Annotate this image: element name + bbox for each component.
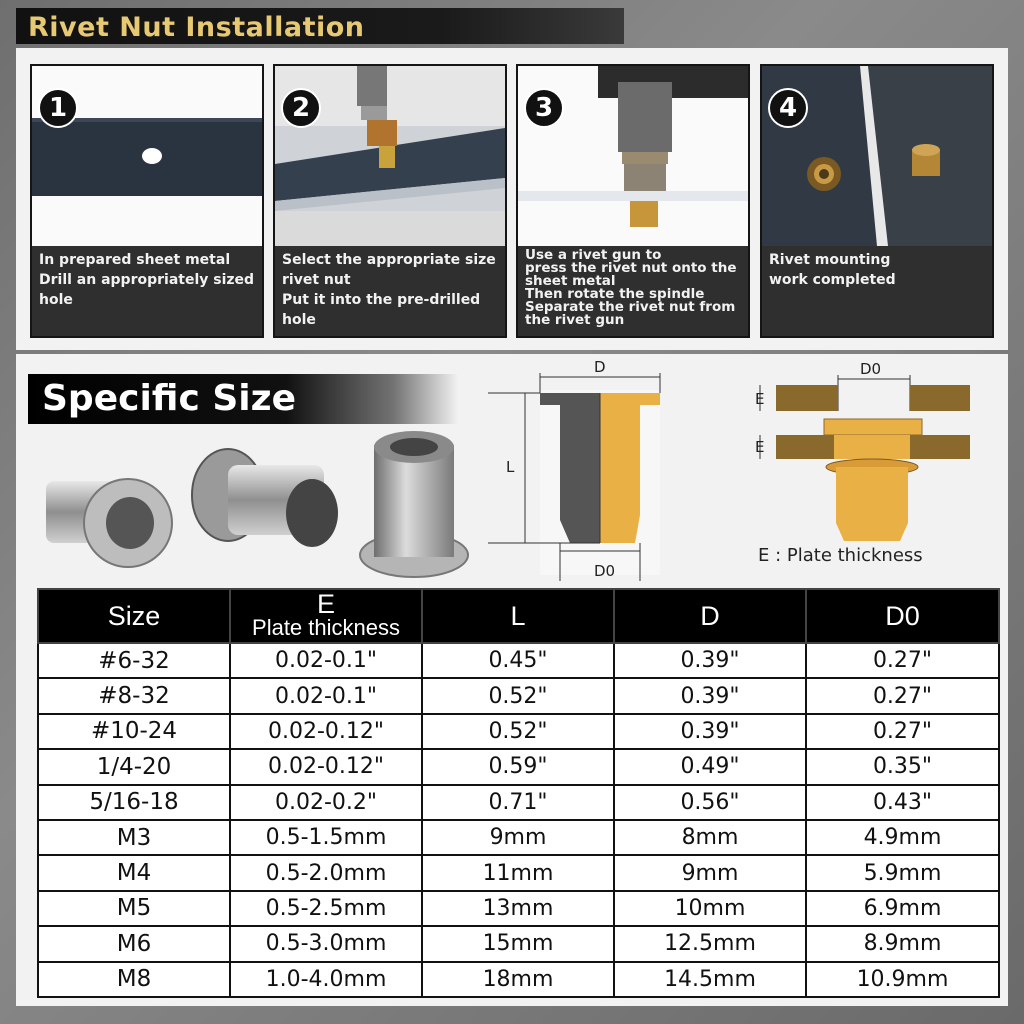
cell-plate-thickness: 0.02-0.12" [230,714,422,749]
step-1-line: Drill an appropriately sized [39,272,255,288]
cell-size: M8 [38,962,230,997]
cell-l: 0.45" [422,643,614,678]
cell-d0: 6.9mm [806,891,999,926]
step-card-4 [760,64,994,338]
cell-d0: 0.27" [806,714,999,749]
cell-d0: 0.43" [806,785,999,820]
header-l: L [422,589,614,643]
table-body [38,643,999,997]
cell-l: 18mm [422,962,614,997]
rivet-nut-product-photos [40,425,470,585]
cell-d: 0.49" [614,749,806,784]
cell-size: 1/4-20 [38,749,230,784]
step-number-3: 3 [524,88,564,128]
header-e-sub: Plate thickness [252,615,400,640]
cell-plate-thickness: 0.02-0.12" [230,749,422,784]
header-size: Size [38,589,230,643]
label-d0-top: D0 [860,360,882,378]
label-e-upper: E [755,390,765,408]
cell-size: M3 [38,820,230,855]
label-e-lower: E [755,438,765,456]
cell-size: M6 [38,926,230,961]
cell-l: 15mm [422,926,614,961]
step-2-line: Select the appropriate size [282,252,496,268]
cell-d: 8mm [614,820,806,855]
cell-d0: 5.9mm [806,855,999,890]
cell-l: 11mm [422,855,614,890]
header-d: D [614,589,806,643]
cell-plate-thickness: 1.0-4.0mm [230,962,422,997]
table-row [38,820,999,855]
step-4-line: Rivet mounting [769,252,891,268]
step-3-line: Use a rivet gun to [525,247,662,263]
label-d: D [594,358,606,376]
step-card-3 [516,64,750,338]
dimension-diagram-installed [740,355,980,545]
cell-d0: 0.27" [806,678,999,713]
table-row [38,962,999,997]
table-row [38,926,999,961]
cell-d: 0.56" [614,785,806,820]
header-banner [16,8,624,44]
step-4-description [769,250,988,290]
cell-l: 9mm [422,820,614,855]
label-l: L [506,458,515,476]
cell-d0: 4.9mm [806,820,999,855]
cell-plate-thickness: 0.02-0.1" [230,678,422,713]
step-2-description [282,250,501,330]
header-e-main: E [316,589,335,619]
cell-l: 13mm [422,891,614,926]
step-1-line: In prepared sheet metal [39,252,231,268]
cell-size: #10-24 [38,714,230,749]
label-d0-bottom: D0 [594,562,616,580]
table-row [38,785,999,820]
cell-l: 0.52" [422,678,614,713]
cell-d: 9mm [614,855,806,890]
cell-plate-thickness: 0.5-1.5mm [230,820,422,855]
cell-d: 0.39" [614,678,806,713]
cell-l: 0.52" [422,714,614,749]
step-number-1: 1 [38,88,78,128]
cell-d: 0.39" [614,643,806,678]
step-4-line: work completed [769,272,896,288]
section-heading [28,374,458,424]
cell-plate-thickness: 0.02-0.1" [230,643,422,678]
section-title: Specific Size [42,378,296,419]
step-2-line: Put it into the pre-drilled hole [282,292,481,328]
step-card-2 [273,64,507,338]
cell-l: 0.59" [422,749,614,784]
cell-d: 12.5mm [614,926,806,961]
step-3-line: Then rotate the spindle [525,286,705,302]
step-number-2: 2 [281,88,321,128]
cell-size: M5 [38,891,230,926]
cell-d: 0.39" [614,714,806,749]
step-3-line: press the rivet nut onto the [525,260,737,276]
table-row [38,749,999,784]
step-3-line: Separate the rivet nut from [525,299,736,315]
cell-size: M4 [38,855,230,890]
header-d0: D0 [806,589,999,643]
cell-d0: 8.9mm [806,926,999,961]
step-1-description [39,250,258,310]
step-3-line: sheet metal [525,273,616,289]
cell-d0: 10.9mm [806,962,999,997]
cell-plate-thickness: 0.02-0.2" [230,785,422,820]
table-row [38,855,999,890]
table-row [38,891,999,926]
step-2-line: rivet nut [282,272,351,288]
plate-thickness-caption: E : Plate thickness [758,545,923,566]
cell-size: #6-32 [38,643,230,678]
header-e [230,589,422,643]
cell-d0: 0.35" [806,749,999,784]
cell-d0: 0.27" [806,643,999,678]
cell-l: 0.71" [422,785,614,820]
table-row [38,714,999,749]
table-row [38,643,999,678]
cell-size: #8-32 [38,678,230,713]
page-title: Rivet Nut Installation [28,12,365,43]
cell-d: 10mm [614,891,806,926]
step-3-description [525,249,744,327]
cell-plate-thickness: 0.5-2.5mm [230,891,422,926]
cell-d: 14.5mm [614,962,806,997]
size-table [37,588,1000,998]
step-1-line: hole [39,292,73,308]
cell-size: 5/16-18 [38,785,230,820]
table-row [38,678,999,713]
cell-plate-thickness: 0.5-2.0mm [230,855,422,890]
cell-plate-thickness: 0.5-3.0mm [230,926,422,961]
table-header-row [38,589,999,643]
step-card-1 [30,64,264,338]
step-3-line: the rivet gun [525,312,625,328]
step-number-4: 4 [768,88,808,128]
